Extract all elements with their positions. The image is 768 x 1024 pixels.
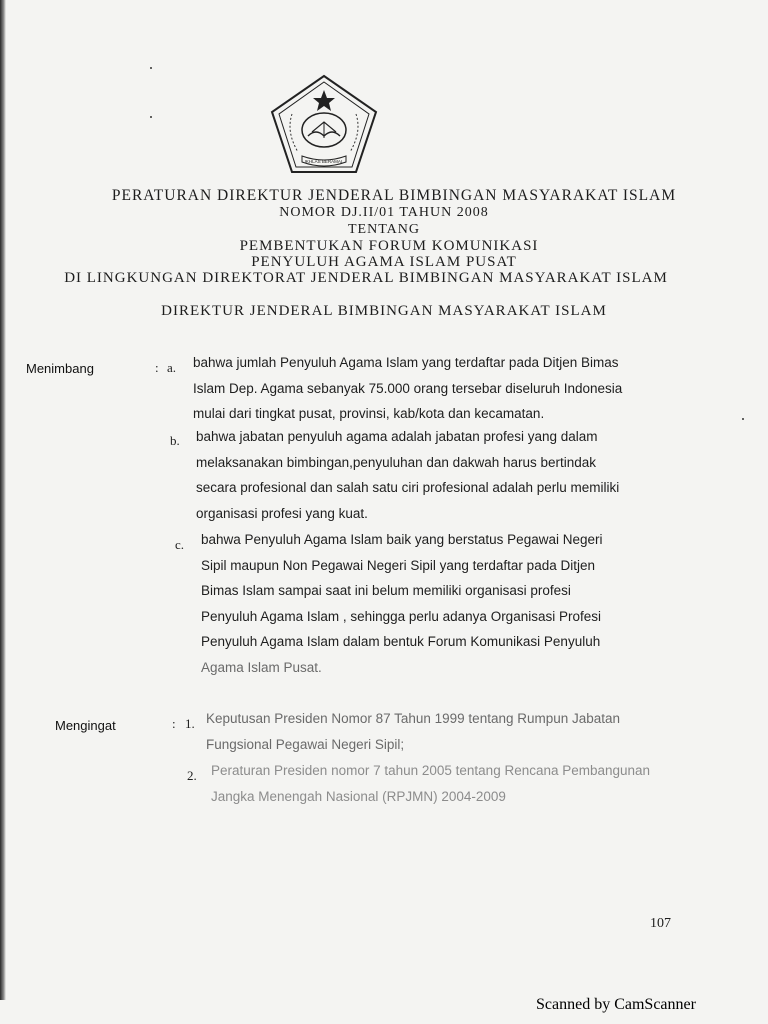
mengingat-marker-2: 2. bbox=[187, 768, 197, 783]
text-line: bahwa jumlah Penyuluh Agama Islam yang terdaftar pada Ditjen Bimas bbox=[193, 355, 619, 370]
regulation-subject-line3: DI LINGKUNGAN DIREKTORAT JENDERAL BIMBINGAN MASYARAKAT ISLAM bbox=[64, 270, 668, 286]
text-line: Agama Islam Pusat. bbox=[201, 659, 322, 675]
mengingat-colon: : bbox=[172, 716, 176, 731]
issuer-title: DIREKTUR JENDERAL BIMBINGAN MASYARAKAT ISLAM bbox=[161, 303, 607, 319]
mengingat-item-2 bbox=[211, 758, 650, 809]
text-line: mulai dari tingkat pusat, provinsi, kab/kota dan kecamatan. bbox=[193, 406, 545, 421]
menimbang-item-c bbox=[201, 527, 603, 680]
text-line: Sipil maupun Non Pegawai Negeri Sipil yang terdaftar pada Ditjen bbox=[201, 557, 595, 573]
menimbang-marker-b: b. bbox=[170, 433, 180, 448]
text-line: Bimas Islam sampai saat ini belum memiliki organisasi profesi bbox=[201, 583, 571, 598]
menimbang-marker-c: c. bbox=[175, 537, 185, 552]
scan-speck bbox=[150, 67, 152, 69]
regulation-tentang: TENTANG bbox=[348, 222, 420, 237]
text-line: Penyuluh Agama Islam dalam bentuk Forum Komunikasi Penyuluh bbox=[201, 634, 601, 649]
mengingat-label: Mengingat bbox=[55, 718, 116, 733]
scanner-watermark: Scanned by CamScanner bbox=[536, 996, 696, 1013]
menimbang-item-b bbox=[196, 424, 619, 526]
text-line: bahwa jabatan penyuluh agama adalah jabatan profesi yang dalam bbox=[196, 429, 598, 444]
regulation-number: NOMOR DJ.II/01 TAHUN 2008 bbox=[279, 205, 489, 220]
text-line: Peraturan Presiden nomor 7 tahun 2005 tentang Rencana Pembangunan bbox=[211, 763, 651, 778]
scan-edge bbox=[0, 0, 6, 1000]
text-line: bahwa Penyuluh Agama Islam baik yang berstatus Pegawai Negeri bbox=[201, 532, 603, 547]
page-number: 107 bbox=[650, 916, 671, 931]
text-line: Keputusan Presiden Nomor 87 Tahun 1999 tentang Rumpun Jabatan bbox=[206, 711, 621, 726]
menimbang-marker-a: a. bbox=[167, 360, 177, 375]
text-line: melaksanakan bimbingan,penyuluhan dan dakwah harus bertindak bbox=[196, 454, 597, 470]
menimbang-colon: : bbox=[155, 360, 159, 375]
text-line: organisasi profesi yang kuat. bbox=[196, 505, 368, 521]
regulation-title-line1: PERATURAN DIREKTUR JENDERAL BIMBINGAN MASYARAKAT ISLAM bbox=[111, 187, 677, 204]
scan-speck bbox=[742, 418, 744, 420]
text-line: secara profesional dan salah satu ciri profesional adalah perlu memiliki bbox=[196, 480, 620, 495]
mengingat-marker-1: 1. bbox=[185, 716, 195, 731]
text-line: Penyuluh Agama Islam , sehingga perlu adanya Organisasi Profesi bbox=[201, 608, 601, 624]
regulation-subject-line2: PENYULUH AGAMA ISLAM PUSAT bbox=[251, 254, 517, 270]
scan-speck bbox=[150, 116, 152, 118]
emblem-motto: IKHLAS BERAMAL bbox=[304, 159, 344, 164]
menimbang-item-a bbox=[193, 350, 622, 427]
mengingat-item-1 bbox=[206, 706, 620, 757]
ministry-emblem-icon bbox=[268, 72, 380, 176]
text-line: Jangka Menengah Nasional (RPJMN) 2004-2009 bbox=[211, 788, 506, 804]
text-line: Islam Dep. Agama sebanyak 75.000 orang tersebar diseluruh Indonesia bbox=[193, 380, 623, 396]
menimbang-label: Menimbang bbox=[26, 361, 94, 376]
text-line: Fungsional Pegawai Negeri Sipil; bbox=[206, 736, 405, 752]
regulation-subject-line1: PEMBENTUKAN FORUM KOMUNIKASI bbox=[239, 238, 539, 254]
